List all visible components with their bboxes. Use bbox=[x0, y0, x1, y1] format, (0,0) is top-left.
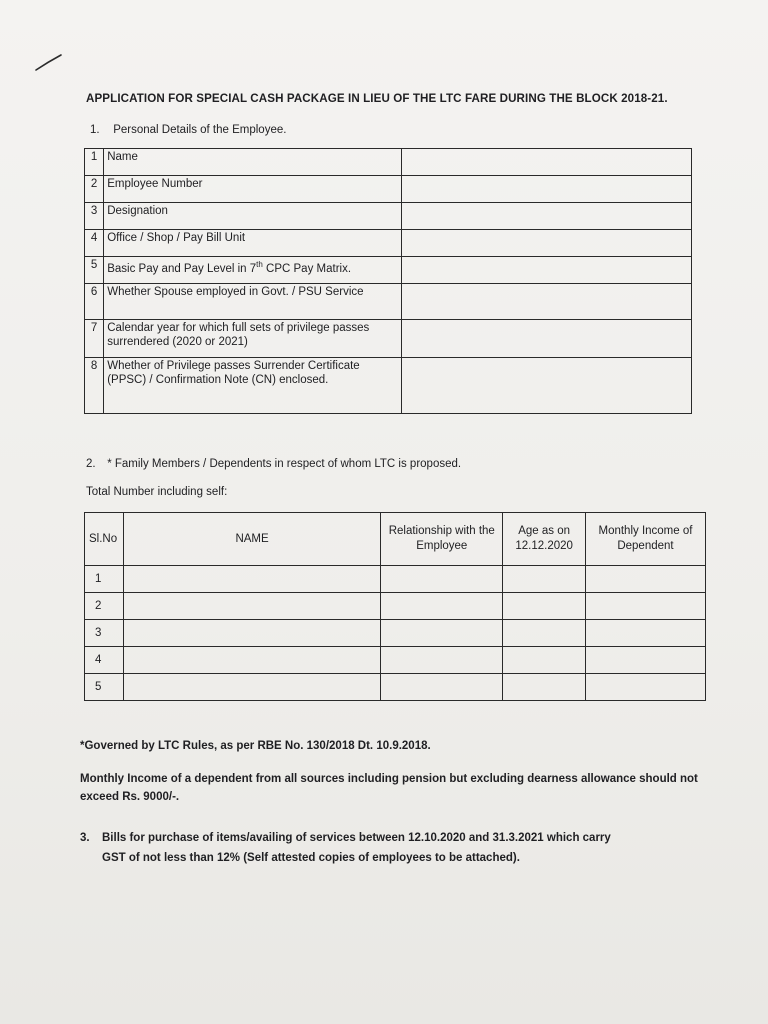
section-2-heading bbox=[86, 458, 461, 470]
relationship-cell[interactable] bbox=[381, 566, 503, 593]
income-limit-note: Monthly Income of a dependent from all sources including pension but excluding dearness allowance should not exceed Rs. 9000/-. bbox=[80, 773, 698, 803]
row-number: 7 bbox=[85, 320, 104, 358]
relationship-cell[interactable] bbox=[381, 674, 503, 701]
field-value-name[interactable] bbox=[401, 149, 691, 176]
label-text: CPC Pay Matrix. bbox=[262, 262, 352, 275]
section-1-heading bbox=[90, 124, 286, 136]
table-row bbox=[85, 647, 706, 674]
row-number: 5 bbox=[85, 257, 104, 284]
age-cell[interactable] bbox=[503, 593, 586, 620]
column-header-relationship: Relationship with the Employee bbox=[381, 513, 503, 566]
field-label-name: Name bbox=[104, 149, 401, 176]
governed-note: *Governed by LTC Rules, as per RBE No. 130/2018 Dt. 10.9.2018. bbox=[80, 740, 431, 752]
relationship-cell[interactable] bbox=[381, 620, 503, 647]
income-cell[interactable] bbox=[585, 674, 705, 701]
name-cell[interactable] bbox=[123, 593, 380, 620]
table-row bbox=[85, 257, 692, 284]
field-value-employee-number[interactable] bbox=[401, 176, 691, 203]
section-3-line-1 bbox=[80, 828, 740, 848]
column-header-age: Age as on 12.12.2020 bbox=[503, 513, 586, 566]
pen-tick-mark bbox=[34, 52, 64, 74]
age-cell[interactable] bbox=[503, 674, 586, 701]
section-2-title: * Family Members / Dependents in respect of whom LTC is proposed. bbox=[107, 458, 462, 470]
row-number: 3 bbox=[85, 620, 124, 647]
field-label-employee-number: Employee Number bbox=[104, 176, 401, 203]
field-value-spouse-employed[interactable] bbox=[401, 284, 691, 320]
total-number-label: Total Number including self: bbox=[86, 486, 228, 498]
table-row bbox=[85, 203, 692, 230]
income-cell[interactable] bbox=[585, 593, 705, 620]
field-value-office[interactable] bbox=[401, 230, 691, 257]
field-value-designation[interactable] bbox=[401, 203, 691, 230]
age-cell[interactable] bbox=[503, 620, 586, 647]
section-3-text-2: GST of not less than 12% (Self attested copies of employees to be attached). bbox=[102, 852, 520, 864]
section-1-title: Personal Details of the Employee. bbox=[113, 124, 287, 136]
table-row bbox=[85, 176, 692, 203]
field-value-calendar-year[interactable] bbox=[401, 320, 691, 358]
row-number: 2 bbox=[85, 593, 124, 620]
section-3 bbox=[80, 828, 740, 868]
relationship-cell[interactable] bbox=[381, 593, 503, 620]
table-row bbox=[85, 593, 706, 620]
label-text: Basic Pay and Pay Level in 7 bbox=[107, 262, 257, 275]
field-value-ppsc[interactable] bbox=[401, 358, 691, 414]
income-cell[interactable] bbox=[585, 647, 705, 674]
column-header-slno: Sl.No bbox=[85, 513, 124, 566]
table-row bbox=[85, 284, 692, 320]
field-label-basic-pay bbox=[104, 257, 401, 284]
row-number: 3 bbox=[85, 203, 104, 230]
relationship-cell[interactable] bbox=[381, 647, 503, 674]
table-header-row bbox=[85, 513, 706, 566]
row-number: 4 bbox=[85, 647, 124, 674]
column-header-income: Monthly Income of Dependent bbox=[585, 513, 705, 566]
age-cell[interactable] bbox=[503, 566, 586, 593]
name-cell[interactable] bbox=[123, 620, 380, 647]
field-value-basic-pay[interactable] bbox=[401, 257, 691, 284]
section-3-text-1: Bills for purchase of items/availing of services between 12.10.2020 and 31.3.2021 which carry bbox=[102, 832, 611, 844]
table-row bbox=[85, 230, 692, 257]
table-row bbox=[85, 320, 692, 358]
document-title: APPLICATION FOR SPECIAL CASH PACKAGE IN LIEU OF THE LTC FARE DURING THE BLOCK 2018-21. bbox=[86, 92, 668, 105]
row-number: 4 bbox=[85, 230, 104, 257]
section-3-number: 3. bbox=[80, 832, 90, 844]
table-row bbox=[85, 566, 706, 593]
field-label-spouse-employed: Whether Spouse employed in Govt. / PSU Service bbox=[104, 284, 401, 320]
table-row bbox=[85, 620, 706, 647]
income-cell[interactable] bbox=[585, 566, 705, 593]
field-label-ppsc: Whether of Privilege passes Surrender Certificate (PPSC) / Confirmation Note (CN) enclosed. bbox=[104, 358, 401, 414]
family-members-table bbox=[84, 512, 706, 701]
age-cell[interactable] bbox=[503, 647, 586, 674]
name-cell[interactable] bbox=[123, 674, 380, 701]
table-row bbox=[85, 149, 692, 176]
name-cell[interactable] bbox=[123, 647, 380, 674]
table-row bbox=[85, 358, 692, 414]
row-number: 6 bbox=[85, 284, 104, 320]
section-1-number: 1. bbox=[90, 124, 100, 136]
label-superscript: th bbox=[256, 260, 263, 269]
income-cell[interactable] bbox=[585, 620, 705, 647]
column-header-name: NAME bbox=[123, 513, 380, 566]
table-row bbox=[85, 674, 706, 701]
field-label-calendar-year: Calendar year for which full sets of privilege passes surrendered (2020 or 2021) bbox=[104, 320, 401, 358]
row-number: 5 bbox=[85, 674, 124, 701]
row-number: 1 bbox=[85, 149, 104, 176]
row-number: 8 bbox=[85, 358, 104, 414]
section-2-number: 2. bbox=[86, 458, 96, 470]
name-cell[interactable] bbox=[123, 566, 380, 593]
field-label-office: Office / Shop / Pay Bill Unit bbox=[104, 230, 401, 257]
row-number: 2 bbox=[85, 176, 104, 203]
personal-details-table bbox=[84, 148, 692, 414]
row-number: 1 bbox=[85, 566, 124, 593]
field-label-designation: Designation bbox=[104, 203, 401, 230]
